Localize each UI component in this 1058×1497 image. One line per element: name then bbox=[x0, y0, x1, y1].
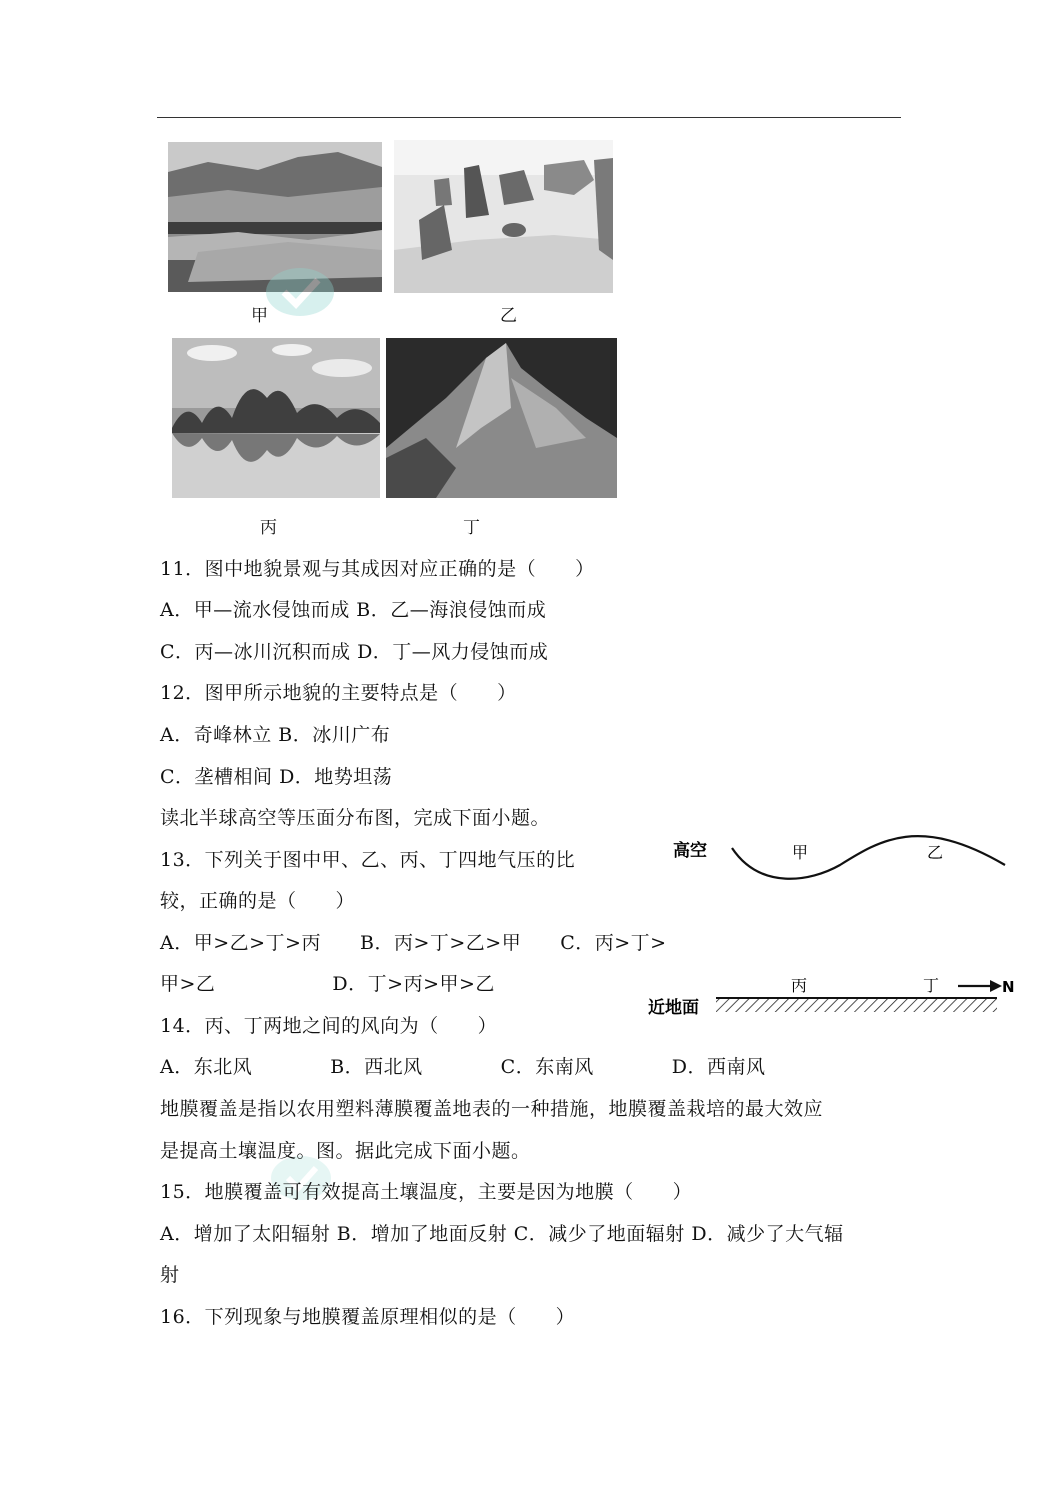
q14-options: A．东北风 B．西北风 C．东南风 D．西南风 bbox=[160, 1056, 766, 1078]
caption-bing: 丙 bbox=[260, 518, 277, 538]
q15-options-line2: 射 bbox=[160, 1264, 180, 1286]
q13-stem-line2: 较，正确的是（ ） bbox=[160, 890, 356, 912]
q13-stem-line1: 13．下列关于图中甲、乙、丙、丁四地气压的比 bbox=[160, 849, 576, 871]
caption-yi: 乙 bbox=[500, 306, 517, 326]
q13-options-line1: A．甲>乙>丁>丙 B．丙>丁>乙>甲 C．丙>丁> bbox=[160, 932, 667, 954]
intro-15-16-line1: 地膜覆盖是指以农用塑料薄膜覆盖地表的一种措施，地膜覆盖栽培的最大效应 bbox=[160, 1098, 824, 1120]
q11-stem: 11．图中地貌景观与其成因对应正确的是（ ） bbox=[160, 558, 595, 580]
q12-stem: 12．图甲所示地貌的主要特点是（ ） bbox=[160, 682, 517, 704]
q12-options-line2: C．垄槽相间 D．地势坦荡 bbox=[160, 766, 393, 788]
q12-options-line1: A．奇峰林立 B．冰川广布 bbox=[160, 724, 391, 746]
q13-options-line2: 甲>乙 D．丁>丙>甲>乙 bbox=[160, 973, 495, 995]
isobaric-surface-diagram bbox=[640, 820, 1020, 1030]
caption-jia: 甲 bbox=[251, 306, 268, 326]
diagram-point-ding: 丁 bbox=[923, 976, 940, 995]
diagram-point-yi: 乙 bbox=[927, 843, 944, 862]
intro-15-16-line2: 是提高土壤温度。图。据此完成下面小题。 bbox=[160, 1140, 531, 1162]
north-arrow-head bbox=[990, 980, 1002, 992]
diagram-point-jia: 甲 bbox=[792, 843, 809, 862]
q16-stem: 16．下列现象与地膜覆盖原理相似的是（ ） bbox=[160, 1306, 576, 1328]
intro-13-14: 读北半球高空等压面分布图，完成下面小题。 bbox=[160, 807, 551, 829]
photo-ding-peak bbox=[386, 338, 617, 498]
watermark-logo bbox=[262, 260, 342, 324]
isobaric-curve bbox=[732, 836, 1005, 879]
q15-stem: 15．地膜覆盖可有效提高土壤温度，主要是因为地膜（ ） bbox=[160, 1181, 693, 1203]
q14-stem: 14．丙、丁两地之间的风向为（ ） bbox=[160, 1015, 498, 1037]
diagram-point-bing: 丙 bbox=[791, 976, 808, 995]
diagram-ground-label: 近地面 bbox=[648, 998, 699, 1018]
q11-options-line1: A．甲—流水侵蚀而成 B．乙—海浪侵蚀而成 bbox=[160, 599, 547, 621]
photo-bing-karst bbox=[172, 338, 380, 498]
caption-ding: 丁 bbox=[463, 518, 480, 538]
diagram-upper-label: 高空 bbox=[673, 841, 707, 861]
header-rule bbox=[157, 117, 901, 118]
ground-hatch bbox=[716, 999, 997, 1012]
photo-yi-sea-stacks bbox=[394, 140, 613, 293]
q15-options-line1: A．增加了太阳辐射 B．增加了地面反射 C．减少了地面辐射 D．减少了大气辐 bbox=[160, 1223, 844, 1245]
diagram-north: N bbox=[1002, 978, 1015, 996]
q11-options-line2: C．丙—冰川沉积而成 D．丁—风力侵蚀而成 bbox=[160, 641, 549, 663]
